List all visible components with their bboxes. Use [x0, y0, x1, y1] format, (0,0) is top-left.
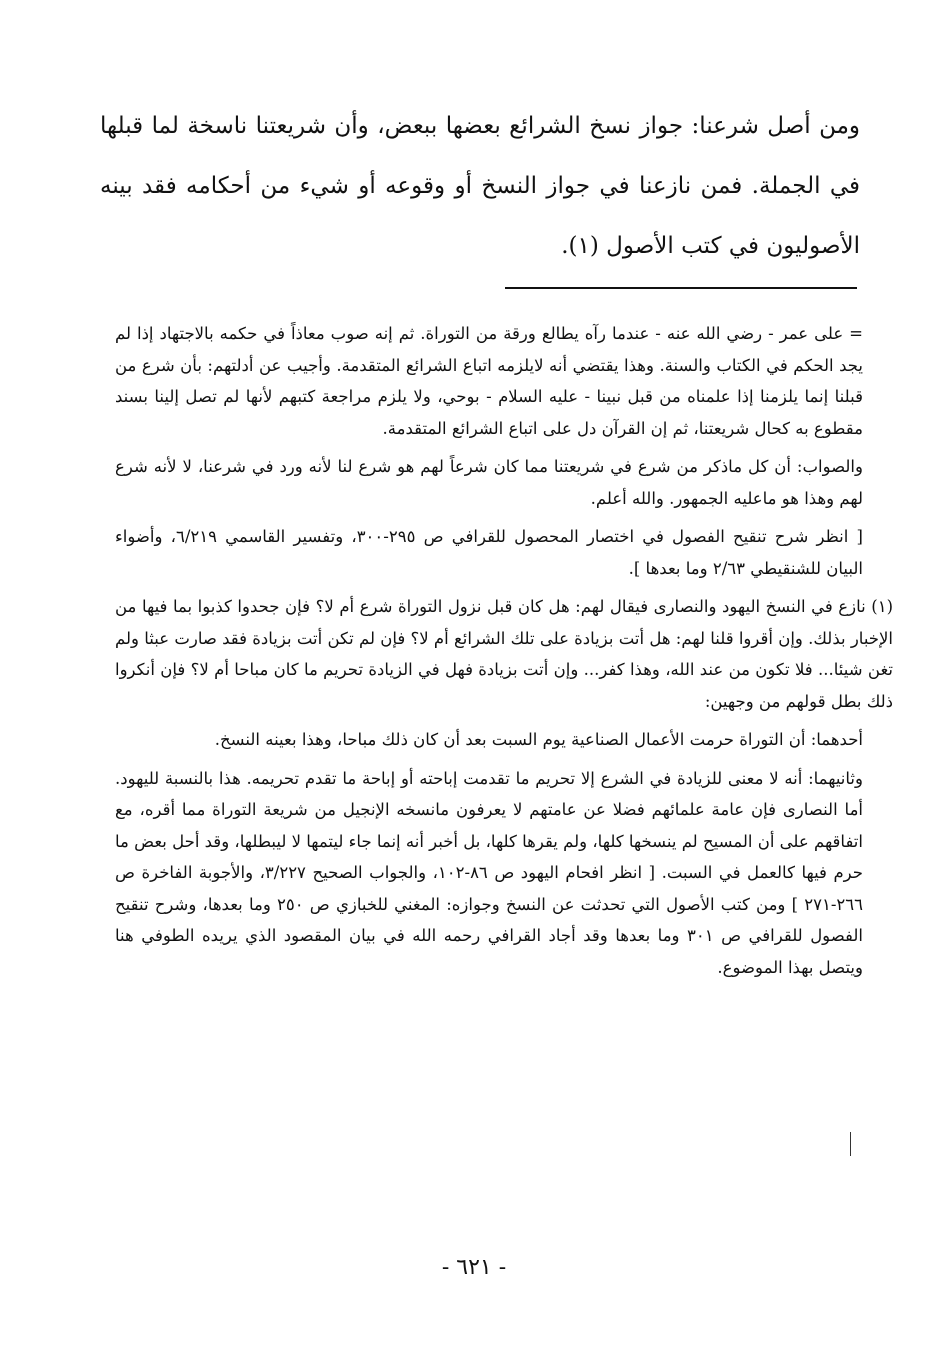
main-paragraph-text: ومن أصل شرعنا: جواز نسخ الشرائع بعضها ببعض، وأن شريعتنا ناسخة لما قبلها في الجملة. فمن نازعنا في جواز النسخ أو وقوعه أو شيء من أحكامه فقد بينه الأصوليون في كتب الأصول: [100, 113, 860, 259]
footnote-1-paragraph: وثانيهما: أنه لا معنى للزيادة في الشرع إلا تحريم ما تقدمت إباحته أو إباحة ما تقدم تحريمه. هذا بالنسبة لليهود. أما النصارى فإن عامة علمائهم فضلا عن عامتهم لا يعرفون مانسخه الإنجيل من شريعة التوراة مما أقره، مع اتفاقهم على أن المسيح لم ينسخها كلها، ولم يقرها كلها، بل أخبر أنه إنما جاء ليتمها لا ليبطلها، وقد أحل بعض ما حرم فيها كالعمل في السبت. [ انظر افحام اليهود ص ٨٦-١٠٢، والجواب الصحيح ٣/٢٢٧، والأجوبة الفاخرة ص ٢٦٦-٢٧١ ] ومن كتب الأصول التي تحدثت عن النسخ وجوازه: المغني للخبازي ص ٢٥٠ وما بعدها، وشرح تنقيح الفصول للقرافي ص ٣٠١ وما بعدها وقد أجاد القرافي رحمه الله في بيان المقصود الذي يريده الطوفي هنا ويتصل بهذا الموضوع.: [115, 768, 863, 977]
footnote-1-label: (١): [871, 597, 894, 616]
footnote-continued-paragraph: والصواب: أن كل ماذكر من شرع في شريعتنا مما كان شرعاً لهم هو شرع لنا لأنه ورد في شرعنا، لا لأنه شرع لهم وهذا هو ماعليه الجمهور. والله أعلم.: [115, 457, 863, 508]
main-paragraph: [100, 96, 860, 276]
footnote-continued-paragraph: = على عمر - رضي الله عنه - عندما رآه يطالع ورقة من التوراة. ثم إنه صوب معاذاً في حكمه بالاجتهاد إذا لم يجد الحكم في الكتاب والسنة. وهذا يقتضي أنه لايلزمه اتباع الشرائع المتقدمة. وأجيب عن أدلتهم: بأن شرع من قبلنا إنما يلزمنا إذا علمناه من قبل نبينا - عليه السلام - بوحي، ولا يلزم مراجعة كتبهم لأنها لم تصل إلينا بسند مقطوع به كحال شريعتنا، ثم إن القرآن دل على اتباع الشرائع المتقدمة.: [115, 324, 863, 438]
main-text-block: [100, 96, 860, 276]
footnote-1-text: نازع في النسخ اليهود والنصارى فيقال لهم: هل كان قبل نزول التوراة شرع أم لا؟ فإن جحدوا كذبوا بما فيها من الإخبار بذلك. وإن أقروا قلنا لهم: هل أتت بزيادة على تلك الشرائع أم لا؟ فإن لم تكن أتت بزيادة فقد صارت عبثا ولم تغن شيئا... فلا تكون من عند الله، وهذا كفر... وإن أتت بزيادة فهل في الزيادة تحريم ما كان مباحا أم لا؟ فإن أنكروا ذلك بطل قولهم من وجهين:: [115, 597, 893, 711]
footnotes-block: [115, 318, 894, 990]
page-number: - ٦٢١ -: [441, 1255, 507, 1280]
footnote-reference: (١).: [561, 233, 607, 259]
footnote-1-paragraph: أحدهما: أن التوراة حرمت الأعمال الصناعية يوم السبت بعد أن كان ذلك مباحا، وهذا بعينه النسخ.: [214, 730, 863, 749]
margin-mark: [850, 1132, 851, 1156]
footnote-separator: [505, 287, 857, 289]
footnote-continued-references: [ انظر شرح تنقيح الفصول في اختصار المحصول للقرافي ص ٢٩٥-٣٠٠، وتفسير القاسمي ٦/٢١٩، وأضواء البيان للشنقيطي ٢/٦٣ وما بعدها ].: [115, 527, 863, 578]
footnote-1: [115, 591, 893, 717]
